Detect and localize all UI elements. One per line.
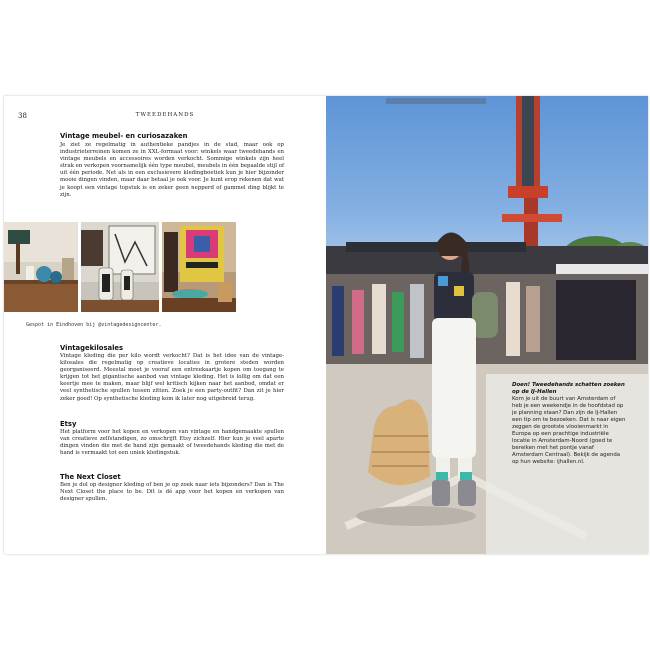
photo-strip [4,222,236,312]
photo-caption: Gespot in Eindhoven bij @vintagedesigncenter. [26,322,162,328]
section-heading-etsy: Etsy [60,420,77,428]
running-head: TWEEDEHANDS [135,112,195,118]
white-overalls [432,318,476,458]
infobox-ij-hallen [512,382,626,466]
infobox-body: Kom je uit de buurt van Amsterdam of heb je een weekendje in de hoofdstad op je planning staan? Dan zijn de IJ-Hallen een tip om te bezoeken. Dat is naar eigen zeggen de grootste vlooienmarkt in Europa op een prachtige industriële locatie in Amsterdam-Noord (goed te bereiken met het pontje vanaf Amsterdam Centraal). Bekijk de agenda op hun website: ijhallen.nl. [512,396,626,465]
section-body-the-next-closet: Ben je dol op designer kleding of ben je op zoek naar iets bijzonders? Dan is The Next Closet the place to be. Dit is dé app voor het kopen en verkopen van designer spullen. [60,482,284,503]
photo-vases-painting [81,222,159,312]
section-body-vintagekilosales: Vintage kleding die per kilo wordt verkocht? Dat is het idee van de vintage-kilosales die regelmatig op creatieve locaties in grotere steden worden georganiseerd. Meestal moet je vooraf een entreekaartje kopen om toegang te krijgen tot het gigantische aanbod van vintage kleding. Het is lollig om dat een keertje mee te maken, maar blijf wel kritisch kijken naar het aanbod, omdat er veel synthetische spullen tussen zitten. Zoek je een party-outfit? Dan zit je hier zeker goed! Op synthetische kleding kom ik later nog uitgebreid terug. [60,353,284,402]
book-spread [4,96,648,554]
section-body-etsy: Het platform voor het kopen en verkopen van vintage en handgemaakte spullen van creatieve zelfstandigen, zo omschrijft Etsy zichzelf. Hier kun je veel aparte dingen vinden die met de hand zijn gemaakt of tweedehands kleding die met de hand is vermaakt tot een uniek kledingstuk. [60,429,284,457]
section-heading-vintage-meubel: Vintage meubel- en curiosazaken [60,132,188,140]
crane-arm [386,98,486,104]
section-body-vintage-meubel: Je ziet ze regelmatig in authentieke pandjes in de stad, maar ook op industrieterreinen komen ze in XXL-formaat voor: winkels waar tweedehands en vintage meubels en accessoires worden verkocht. Sommige winkels zijn heel strak en verkopen voornamelijk één type meubel, meubels in één bepaalde stijl of uit één periode. Net als in een exclusievere kledingboetiek kun je hier bijzonder mooie dingen vinden, maar daar betaal je ook voor. Je kunt erop rekenen dat wat je koopt een vintage topstuk is en zeker geen nepperd of gammel ding blijkt te zijn. [60,142,284,198]
photo-philips-poster [162,222,236,312]
section-heading-the-next-closet: The Next Closet [60,473,121,481]
right-page-photo [326,96,648,554]
infobox-title: Doen! Tweedehands schatten zoeken op de IJ-Hallen [512,382,625,395]
section-heading-vintagekilosales: Vintagekilosales [60,344,124,352]
photo-lamp-room [4,222,78,312]
page-number: 38 [18,112,27,120]
market-photo [326,96,648,554]
left-page [4,96,326,554]
